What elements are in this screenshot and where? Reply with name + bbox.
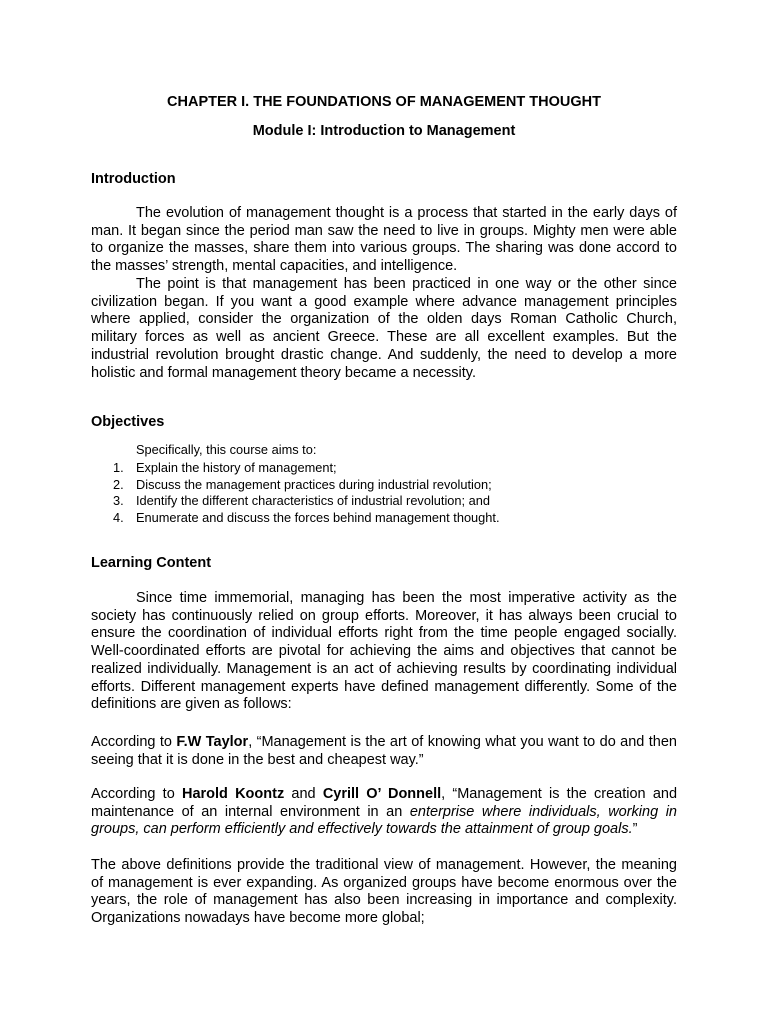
objective-number: 3. — [113, 493, 124, 508]
learning-content-paragraph-1 — [91, 590, 677, 714]
taylor-prefix: According to — [91, 734, 177, 750]
koontz-definition — [91, 786, 677, 839]
objective-item — [91, 460, 500, 477]
objective-number: 2. — [113, 476, 124, 492]
objective-text: Identify the different characteristics of industrial revolution; and — [136, 493, 491, 508]
objective-item — [91, 493, 500, 510]
module-title: Module I: Introduction to Management — [252, 123, 516, 139]
objective-text: Discuss the management practices during industrial revolution; — [136, 476, 492, 492]
learning-content-heading: Learning Content — [91, 555, 212, 571]
taylor-name: F.W Taylor — [176, 734, 249, 750]
objectives-heading: Objectives — [91, 414, 165, 430]
objective-number: 1. — [113, 460, 124, 475]
introduction-paragraph-1 — [91, 205, 677, 276]
koontz-quote-end: ” — [632, 821, 638, 838]
koontz-quote: , “Management is the creation and maintenance of an internal environment in an — [91, 786, 678, 820]
introduction-paragraph-2 — [91, 276, 677, 382]
koontz-and: and — [284, 786, 323, 802]
koontz-name: Harold Koontz — [181, 786, 285, 802]
odonnell-name: Cyrill O’ Donnell — [322, 786, 442, 802]
objective-text: Explain the history of management; — [136, 460, 337, 475]
koontz-prefix: According to — [91, 786, 182, 802]
koontz-quote-italic: enterprise where individuals, working in groups, can perform efficiently and effectively towards the attainment of group goals. — [91, 803, 677, 838]
introduction-paragraph-2-text: The point is that management has been practiced in one way or the other since civilization began. If you want a good example where advance management principles where applied, consider the organization of the olden days Roman Catholic Church, military forces as well as ancient Greece. These are all excellent examples. But the industrial revolution brought drastic change. And suddenly, the need to develop a more holistic and formal management theory became a necessity. — [91, 276, 677, 381]
learning-content-paragraph-1-text: Since time immemorial, managing has been the most imperative activity as the society has continuously relied on group efforts. Moreover, it has always been crucial to ensure the coordination of individual efforts right from the time people engaged socially. Well-coordinated efforts are pivotal for achieving the aims and objectives that cannot be realized individually. Management is an act of achieving results by coordinating individual efforts. Different management experts have defined management differently. Some of the definitions are given as follows: — [91, 590, 677, 713]
objective-item — [91, 477, 500, 494]
learning-content-paragraph-last — [91, 857, 677, 928]
taylor-definition — [91, 734, 677, 769]
introduction-heading: Introduction — [91, 171, 176, 187]
objectives-list — [91, 460, 500, 526]
objective-number: 4. — [113, 509, 124, 525]
taylor-quote: , “Management is the art of knowing what you want to do and then seeing that it is done in the best and cheapest way.” — [91, 734, 677, 768]
objective-item — [91, 510, 500, 527]
objectives-lead: Specifically, this course aims to: — [136, 442, 317, 457]
objective-text: Enumerate and discuss the forces behind management thought. — [136, 509, 500, 525]
learning-content-paragraph-last-text: The above definitions provide the traditional view of management. However, the meaning of management is ever expanding. As organized groups have become enormous over the years, the role of management has also been increasing in importance and complexity. Organizations nowadays have become more global; — [91, 857, 677, 927]
introduction-paragraph-1-text: The evolution of management thought is a process that started in the early days of man. It began since the period man saw the need to live in groups. Mighty men were able to organize the masses, share them into various groups. The sharing was done accord to the masses’ strength, mental capacities, and intelligence. — [91, 205, 677, 275]
chapter-title: CHAPTER I. THE FOUNDATIONS OF MANAGEMENT THOUGHT — [167, 94, 601, 110]
